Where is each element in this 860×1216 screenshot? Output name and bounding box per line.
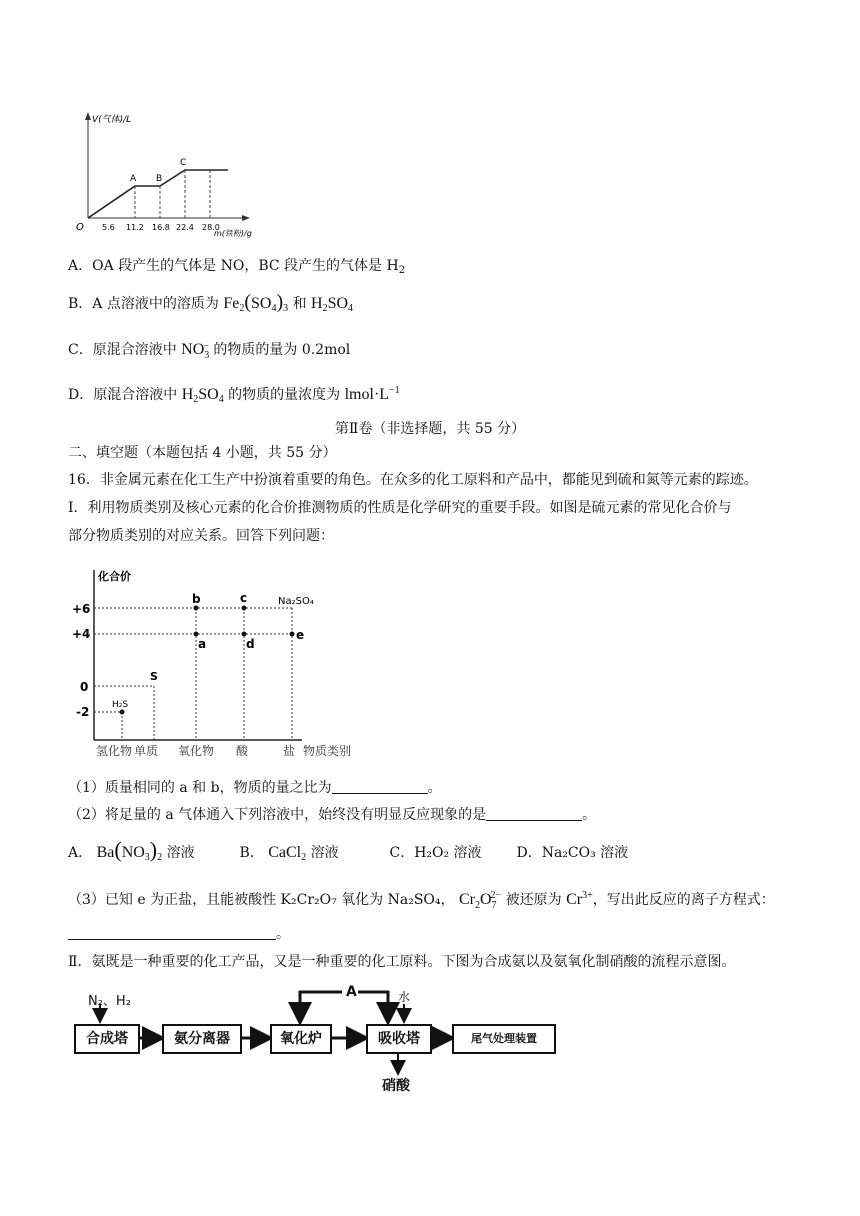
graph2-point-e: e [296,628,305,642]
flow-box-absorber: 吸收塔 [366,1024,432,1054]
graph1-xtick: 28.0 [202,223,220,232]
graph1-xtick: 11.2 [126,223,144,232]
graph2-point-s: S [150,670,158,683]
graph2-point-b: b [192,592,201,606]
opt-c: C．H₂O₂ 溶液 [389,845,482,861]
graph1-ylabel: V(气体)/L [92,115,132,125]
flow-box-tail-gas: 尾气处理装置 [452,1024,556,1054]
flow-box-oxidizer: 氧化炉 [270,1024,332,1054]
graph1-point-b: B [156,174,163,184]
section-title: 第Ⅱ卷（非选择题，共 55 分） [334,421,526,437]
graph2-xlabel: 物质类别 [303,744,352,758]
graph2-point-na2so4: Na₂SO₄ [278,596,314,607]
q16-intro: 16．非金属元素在化工生产中扮演着重要的角色。在众多的化工原料和产品中，都能见到硫和氮等元素的踪迹。 [68,472,758,488]
graph2-ytick: 0 [80,680,89,694]
graph2-point-h2s: H₂S [112,700,129,710]
flow-output: 硝酸 [382,1078,410,1094]
opt-b-label: B． [239,845,264,861]
graph2-category: 氢化物 [96,744,133,758]
q16-part1-line2: 部分物质类别的对应关系。回答下列问题： [68,528,334,544]
q16-2-options: A． $Ba(NO_3)_2$ 溶液 B． CaCl$_2$ 溶液 C．H₂O₂ 溶液 D．Na₂CO₃ 溶液 [68,837,629,863]
graph2-point-a: a [198,637,207,651]
flow-label-water: 水 [398,990,411,1004]
graph2-category: 氧化物 [178,744,215,758]
graph1-xtick: 16.8 [152,223,170,232]
q16-3: （3）已知 e 为正盐，且能被酸性 K₂Cr₂O₇ 氧化为 Na₂SO₄， $Cr_2O_7^{2-}$ 被还原为 $Cr^{3+}$，写出此反应的离子方程式： [68,890,775,911]
graph1-xlabel: m(铁粉)/g [214,229,252,238]
graph2-category: 酸 [236,744,249,758]
sulfur-valence-graph [70,560,370,760]
opt-a-label: A． [68,845,93,861]
graph2-ytick: +6 [72,602,91,616]
q16-part1-line1: Ⅰ．利用物质类别及核心元素的化合价推测物质的性质是化学研究的重要手段。如图是硫元素的常见化合价与 [68,500,732,516]
graph2-ytick: +4 [72,627,91,641]
graph2-ytick: -2 [76,705,90,719]
flow-input: N₂、H₂ [88,994,131,1009]
option-c: C．原混合溶液中 $NO_3^-$ 的物质的量为 0.2mol [68,341,351,361]
option-d: D．原混合溶液中 $H_2SO_4$ 的物质的量浓度为 $lmol\cdot L^{-1}$ [68,385,400,405]
graph1-xtick: 22.4 [176,223,194,232]
opt-d: D．Na₂CO₃ 溶液 [516,845,629,861]
gas-volume-graph [68,108,258,238]
graph1-point-c: C [180,158,187,168]
graph1-point-a: A [130,174,137,184]
q16-part2-intro: Ⅱ．氨既是一种重要的化工产品，又是一种重要的化工原料。下图为合成氨以及氨氧化制硝酸的流程示意图。 [68,954,736,970]
q16-3-answer: 。 [68,924,290,944]
part2-heading: 二、填空题（本题包括 4 小题，共 55 分） [68,445,337,461]
graph2-point-c: c [240,591,248,605]
graph2-category: 盐 [283,744,296,758]
flow-box-synthesis: 合成塔 [74,1024,140,1054]
graph2-category: 单质 [134,744,159,758]
flow-box-separator: 氨分离器 [162,1024,242,1054]
graph1-origin: O [76,222,84,233]
graph2-ylabel: 化合价 [98,570,131,583]
graph2-point-d: d [246,637,255,651]
graph1-xtick: 5.6 [102,223,115,232]
option-a: A．OA 段产生的气体是 NO，BC 段产生的气体是 $H_2$ [68,258,406,276]
q16-2: （2）将足量的 a 气体通入下列溶液中，始终没有明显反应现象的是 。 [68,807,597,823]
option-b: B．A 点溶液中的溶质为 $Fe_2(SO_4)_3$ 和 $H_2SO_4$ [68,291,354,314]
flow-label-a: A [346,984,357,1000]
q16-1: （1）质量相同的 a 和 b，物质的量之比为 。 [68,780,442,796]
